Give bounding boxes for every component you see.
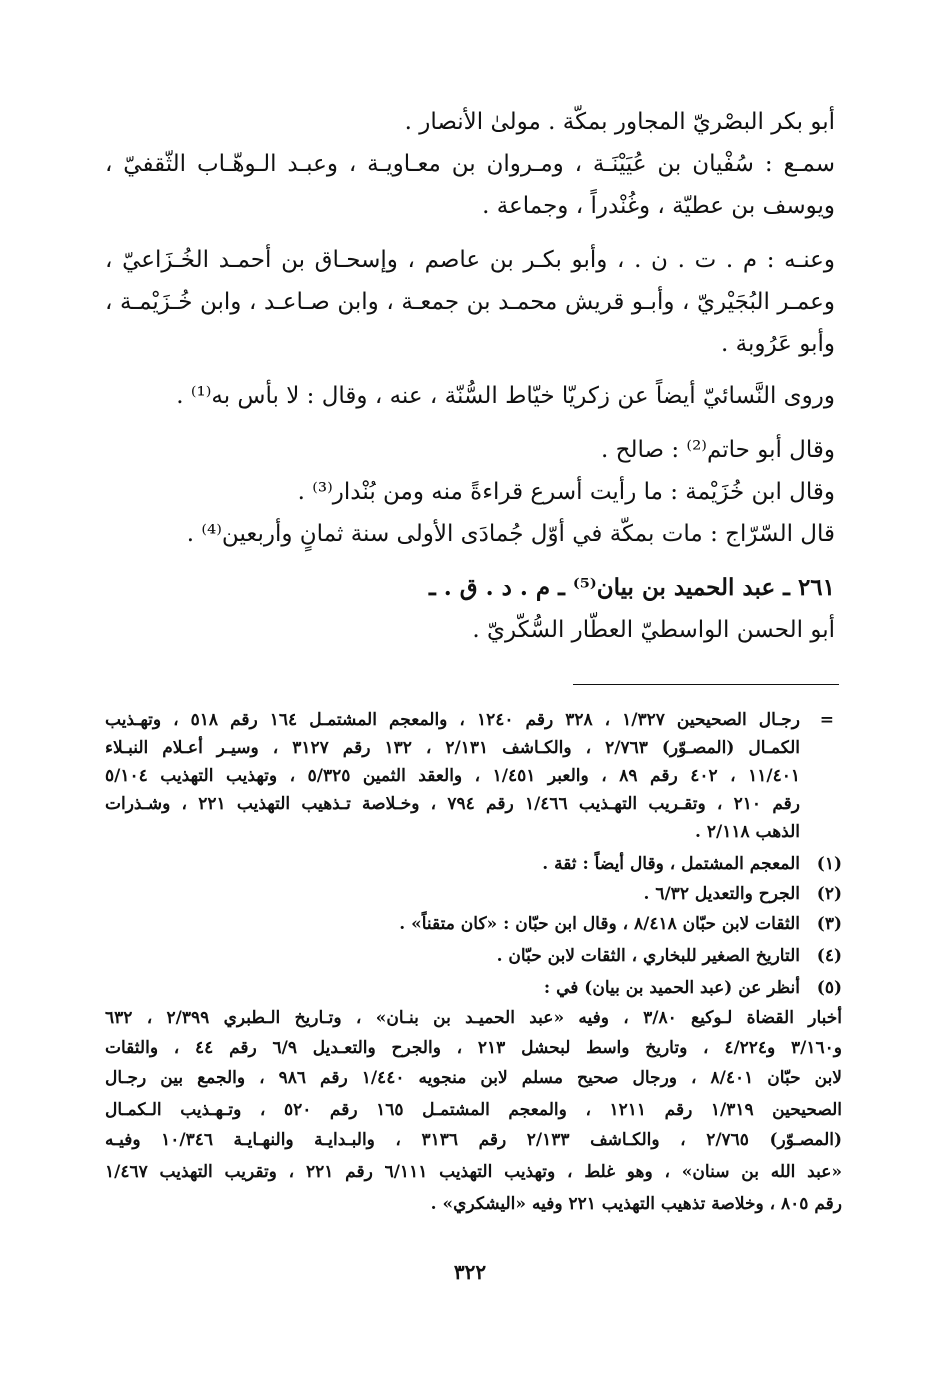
footnote-number: (٤) [816,946,842,966]
footnote-continuation-line: الذهب ٢/١١٨ . [695,822,800,842]
footnote-5-line: أخبار القضاة لـوكيع ٣/٨٠ ، وفيه «عبد الحميـد بن بنـان» ، وتـاريخ الـطبري ٢/٣٩٩ ، ٦٣٢ [105,1008,842,1028]
main-line-4: وعنـه : م . ت . ن . ، وأبو بكـر بن عاصم ، وإسحـاق بن أحمـد الخُـزَاعيّ ، [105,247,835,273]
footnote-number: (٢) [816,884,842,904]
footnote-5-line: «عبد الله بن سنان» ، وهو غلط ، وتهذيب التهذيب ٦/١١١ رقم ٢٢١ ، وتقريب التهذيب ١/٤٦٧ [105,1162,842,1182]
footnote-number: (١) [816,854,842,874]
footnote-continuation-line: رجـال الصحيحين ١/٣٢٧ ، ٣٢٨ رقم ١٢٤٠ ، والمعجم المشتمـل ١٦٤ رقم ٥١٨ ، وتهـذيب [105,710,800,730]
footnote-number: (٣) [816,914,842,934]
main-line-6: وأبو عَرُوبة . [721,331,835,357]
continuation-mark: = [819,710,834,730]
footnote-number: (٥) [816,978,842,998]
main-line-2: سمـع : سُفْيان بن عُيَيْنَـة ، ومـروان بن معـاويـة ، وعبـد الـوهّـاب الثّقفيّ ، [105,151,835,177]
main-line-5: وعمـر البُجَيْريّ ، وأبـو قريش محمـد بن جمعـة ، وابن صـاعـد ، وابن خُـزَيْمـة ، [105,289,835,315]
footnote-text: الثقات لابن حبّان ٨/٤١٨ ، وقال ابن حبّان : «كان متقناً» . [399,914,800,934]
entry-line: أبو الحسن الواسطيّ العطّار السُّكّريّ . [472,617,835,643]
footnote-text: أنظر عن (عبد الحميد بن بيان) في : [543,978,800,998]
footnote-5-line: الصحيحين ١/٣١٩ رقم ١٢١١ ، والمعجم المشتمـل ١٦٥ رقم ٥٢٠ ، وتـهـذيب الـكمـال [105,1100,842,1120]
footnote-text: التاريخ الصغير للبخاري ، الثقات لابن حبّان . [496,946,800,966]
footnote-5-line: لابن حبّان ٨/٤٠١ ، ورجال صحيح مسلم لابن منجويه ١/٤٤٠ رقم ٩٨٦ ، والجمع بين رجـال [105,1068,842,1088]
main-line-3: ويوسف بن عطيّة ، وغُنْدراً ، وجماعة . [482,193,835,219]
footnote-5-line: و٣/١٦٠ و٤/٢٢٤ ، وتاريخ واسط لبحشل ٢١٣ ، والجرح والتعـديل ٦/٩ رقم ٤٤ ، والثقات [105,1038,842,1058]
main-line-10: قال السّرّاج : مات بمكّة في أوّل جُمادَى الأولى سنة ثمانٍ وأربعين⁽⁴⁾ . [186,521,835,547]
main-line-8: وقال أبو حاتم⁽²⁾ : صالح . [601,437,835,463]
main-line-9: وقال ابن خُزَيْمة : ما رأيت أسرع قراءةً منه ومن بُنْدار⁽³⁾ . [297,479,835,505]
footnote-continuation-line: رقم ٢١٠ ، وتقـريب التهـذيب ١/٤٦٦ رقم ٧٩٤ ، وخـلاصة تـذهيب التهذيب ٢٢١ ، وشـذرات [105,794,800,814]
footnote-5-line: رقم ٨٠٥ ، وخلاصة تذهيب التهذيب ٢٢١ وفيه «اليشكري» . [430,1194,842,1214]
page-number: ٣٢٢ [453,1260,487,1284]
main-line-1: أبو بكر البصْريّ المجاور بمكّة . مولىٰ الأنصار . [404,109,835,135]
footnote-continuation-line: ١١/٤٠١ ، ٤٠٢ رقم ٨٩ ، والعبر ١/٤٥١ ، والعقد الثمين ٥/٣٢٥ ، وتهذيب التهذيب ٥/١٠٤ [105,766,800,786]
footnote-separator [573,684,839,685]
entry-heading: ٢٦١ ـ عبد الحميد بن بيان⁽⁵⁾ ـ م . د . ق . ـ [429,574,835,601]
footnote-5-line: (المصـوّر) ٢/٧٦٥ ، والكـاشف ٢/١٣٣ رقم ٣١٣٦ ، والبـدايـة والنهـايـة ١٠/٣٤٦ وفيـه [105,1130,843,1150]
footnote-text: المعجم المشتمل ، وقال أيضاً : ثقة . [542,854,800,874]
main-line-7: وروى النَّسائيّ أيضاً عن زكريّا خيّاط السُّنّة ، عنه ، وقال : لا بأس به⁽¹⁾ . [176,383,835,409]
footnote-continuation-line: الكمـال (المصـوّر) ٢/٧٦٣ ، والكـاشف ٢/١٣١ ، ١٣٢ رقم ٣١٢٧ ، وسيـر أعـلام النبـلاء [105,738,801,758]
footnote-text: الجرح والتعديل ٦/٣٢ . [643,884,800,904]
